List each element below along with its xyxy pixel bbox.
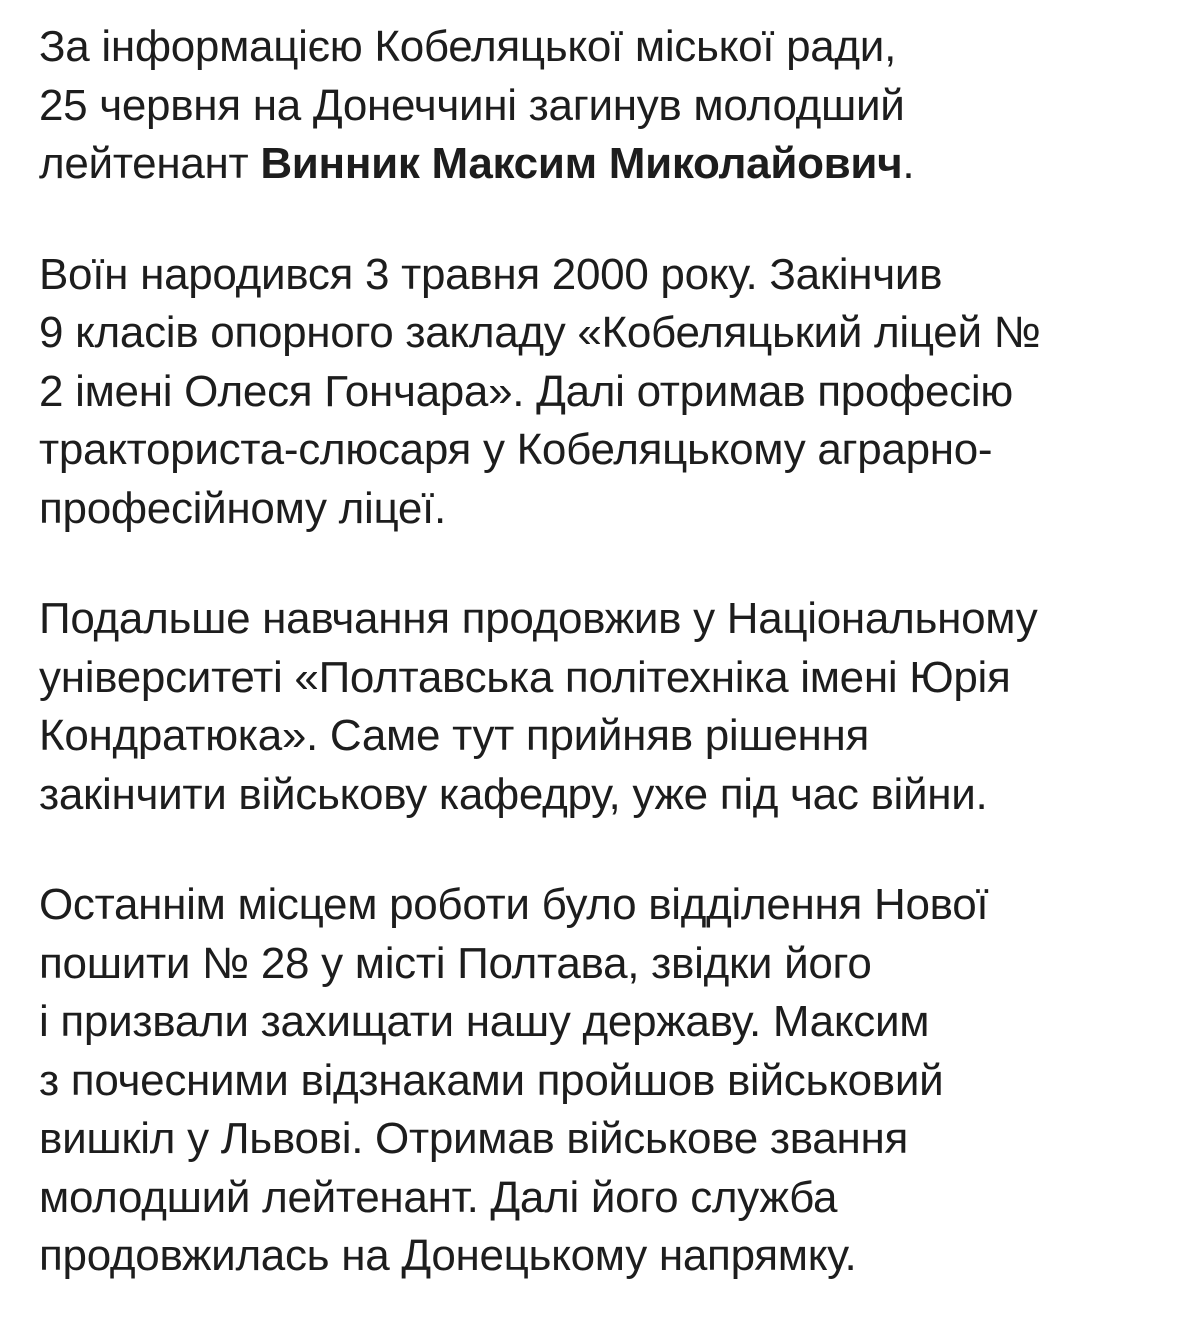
text-line: Подальше навчання продовжив у Національному <box>39 594 1038 643</box>
text-line: продовжилась на Донецькому напрямку. <box>39 1231 857 1280</box>
text-line: За інформацією Кобеляцької міської ради, <box>39 22 897 71</box>
text-line-suffix: . <box>902 139 915 188</box>
text-line: 9 класів опорного закладу «Кобеляцький ліцей № <box>39 308 1041 357</box>
text-line: вишкіл у Львові. Отримав військове звання <box>39 1114 908 1163</box>
paragraph-3 <box>39 590 1149 824</box>
paragraph-2 <box>39 246 1149 539</box>
text-line: і призвали захищати нашу державу. Максим <box>39 997 930 1046</box>
text-line: закінчити військову кафедру, уже під час війни. <box>39 769 988 819</box>
text-line: 25 червня на Донеччині загинув молодший <box>39 80 905 130</box>
text-line <box>39 135 1149 194</box>
text-line: молодший лейтенант. Далі його служба <box>39 1172 838 1222</box>
soldier-name: Винник Максим Миколайович <box>260 139 903 188</box>
text-line-prefix: лейтенант <box>39 139 261 188</box>
text-line: з почесними відзнаками пройшов військовий <box>39 1055 944 1105</box>
text-line: Останнім місцем роботи було відділення Нової <box>39 880 989 929</box>
article-body <box>39 18 1149 1338</box>
text-line: університеті «Полтавська політехніка імені Юрія <box>39 652 1011 702</box>
text-line: Кондратюка». Саме тут прийняв рішення <box>39 711 870 760</box>
text-line: 2 імені Олеся Гончара». Далі отримав професію <box>39 366 1014 416</box>
text-line: Воїн народився 3 травня 2000 року. Закінчив <box>39 249 943 299</box>
text-line: пошити № 28 у місті Полтава, звідки його <box>39 938 872 988</box>
text-line: тракториста-слюсаря у Кобеляцькому аграрно- <box>39 425 993 474</box>
paragraph-4 <box>39 876 1149 1286</box>
paragraph-1 <box>39 18 1149 194</box>
text-line: професійному ліцеї. <box>39 483 446 533</box>
